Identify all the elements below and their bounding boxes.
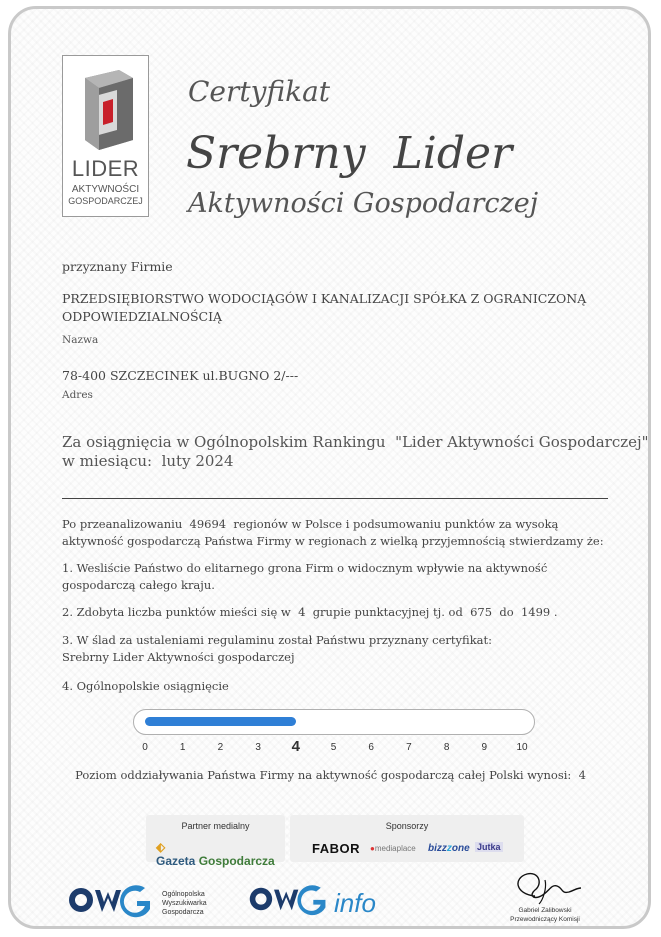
impact-level-fill [145, 717, 296, 726]
sponsors-box [290, 815, 524, 862]
impact-level-bar [133, 709, 535, 735]
owg-description [162, 890, 207, 917]
bizz-text-2: one [451, 843, 470, 854]
point-3-line1: 3. W ślad za ustaleniami regulaminu został Państwu przyznany certyfikat: [62, 633, 493, 647]
signer-role: Przewodniczący Komisji [510, 916, 580, 923]
signature-icon [505, 866, 585, 906]
achievement-line1: Za osiągnięcia w Ogólnopolskim Rankingu "Lider Aktywności Gospodarczej" [62, 433, 649, 451]
sponsors-title: Sponsorzy [385, 821, 429, 831]
point-2: 2. Zdobyta liczba punktów mieści się w 4 grupie punktacyjnej tj. od 675 do 1499 . [62, 605, 558, 619]
gazeta-name-1: Gazeta [156, 854, 199, 868]
analysis-paragraph: Po przeanalizowaniu 49694 regionów w Polsce i podsumowaniu punktów za wysoką aktywność gospodarczą Państwa Firmy w regionach z wielką przyjemnością stwierdzamy że: [62, 517, 604, 548]
company-name: PRZEDSIĘBIORSTWO WODOCIĄGÓW I KANALIZACJI SPÓŁKA Z OGRANICZONĄ ODPOWIEDZIALNOŚCIĄ [62, 291, 587, 324]
owg-desc-line2: Wyszukiwarka [162, 900, 207, 907]
achievement-text [62, 433, 649, 471]
lider-logo [62, 55, 149, 217]
scale-tick-5: 5 [330, 742, 337, 753]
scale-tick-4: 4 [291, 738, 300, 755]
sponsor-bizzone-logo [428, 843, 470, 854]
scale-tick-1: 1 [179, 742, 186, 753]
logo-lider-text: LIDER [71, 156, 140, 181]
bizz-z-icon: z [446, 843, 452, 854]
lider-cube-icon [75, 70, 137, 154]
logo-line2: GOSPODARCZEJ [68, 196, 143, 206]
scale-tick-8: 8 [443, 742, 450, 753]
gazeta-gospodarcza-logo [156, 840, 285, 868]
signer [500, 906, 590, 924]
gazeta-icon: ⬖ [156, 840, 166, 854]
media-partner-box [146, 815, 285, 868]
certificate-label: Certyfikat [188, 75, 331, 108]
owg-info-logo-icon [246, 880, 332, 918]
impact-level-caption: Poziom oddziaływania Państwa Firmy na aktywność gospodarczą całej Polski wynosi: 4 [75, 768, 586, 782]
owg-logo-icon [65, 882, 157, 918]
scale-tick-10: 10 [516, 742, 528, 753]
sponsor-fabor-logo: FABOR [312, 841, 360, 856]
owg-desc-line3: Gospodarcza [162, 909, 204, 916]
scale-tick-7: 7 [406, 742, 412, 753]
scale-tick-9: 9 [481, 742, 488, 753]
logo-line1: AKTYWNOŚCI [71, 184, 140, 195]
company-label: Nazwa [62, 334, 99, 346]
bizz-text-1: bizz [428, 843, 447, 854]
owg-desc-line1: Ogólnopolska [162, 891, 205, 898]
achievement-month: w miesiącu: luty 2024 [62, 452, 234, 470]
gazeta-name-2: Gospodarcza [198, 854, 275, 868]
certificate-subtitle: Aktywności Gospodarczej [188, 188, 539, 219]
signer-name: Gabriel Zalibowski [518, 907, 572, 914]
certificate-title: Srebrny Lider [186, 128, 513, 179]
address-label: Adres [62, 389, 93, 401]
owg-info-text: info [334, 888, 376, 918]
company-address: 78-400 SZCZECINEK ul.BUGNO 2/--- [62, 368, 299, 383]
scale-tick-2: 2 [217, 742, 224, 753]
sponsor-mediaplace-logo [370, 844, 416, 853]
sponsor-jutka-logo: Jutka [477, 842, 501, 852]
media-partner-title: Partner medialny [181, 821, 250, 831]
mediaplace-text: mediaplace [374, 844, 416, 853]
divider [62, 498, 608, 499]
scale-tick-3: 3 [255, 742, 261, 753]
point-4: 4. Ogólnopolskie osiągnięcie [62, 679, 229, 693]
point-1: 1. Wesliście Państwo do elitarnego grona Firm o widocznym wpływie na aktywność gospodarczą całego kraju. [62, 561, 548, 592]
scale-tick-6: 6 [368, 742, 374, 753]
point-3 [62, 632, 617, 666]
point-3-line2: Srebrny Lider Aktywności gospodarczej [62, 650, 295, 664]
mediaplace-icon: ● [370, 844, 375, 853]
scale-tick-0: 0 [142, 742, 148, 753]
recipient-intro: przyznany Firmie [62, 259, 173, 274]
